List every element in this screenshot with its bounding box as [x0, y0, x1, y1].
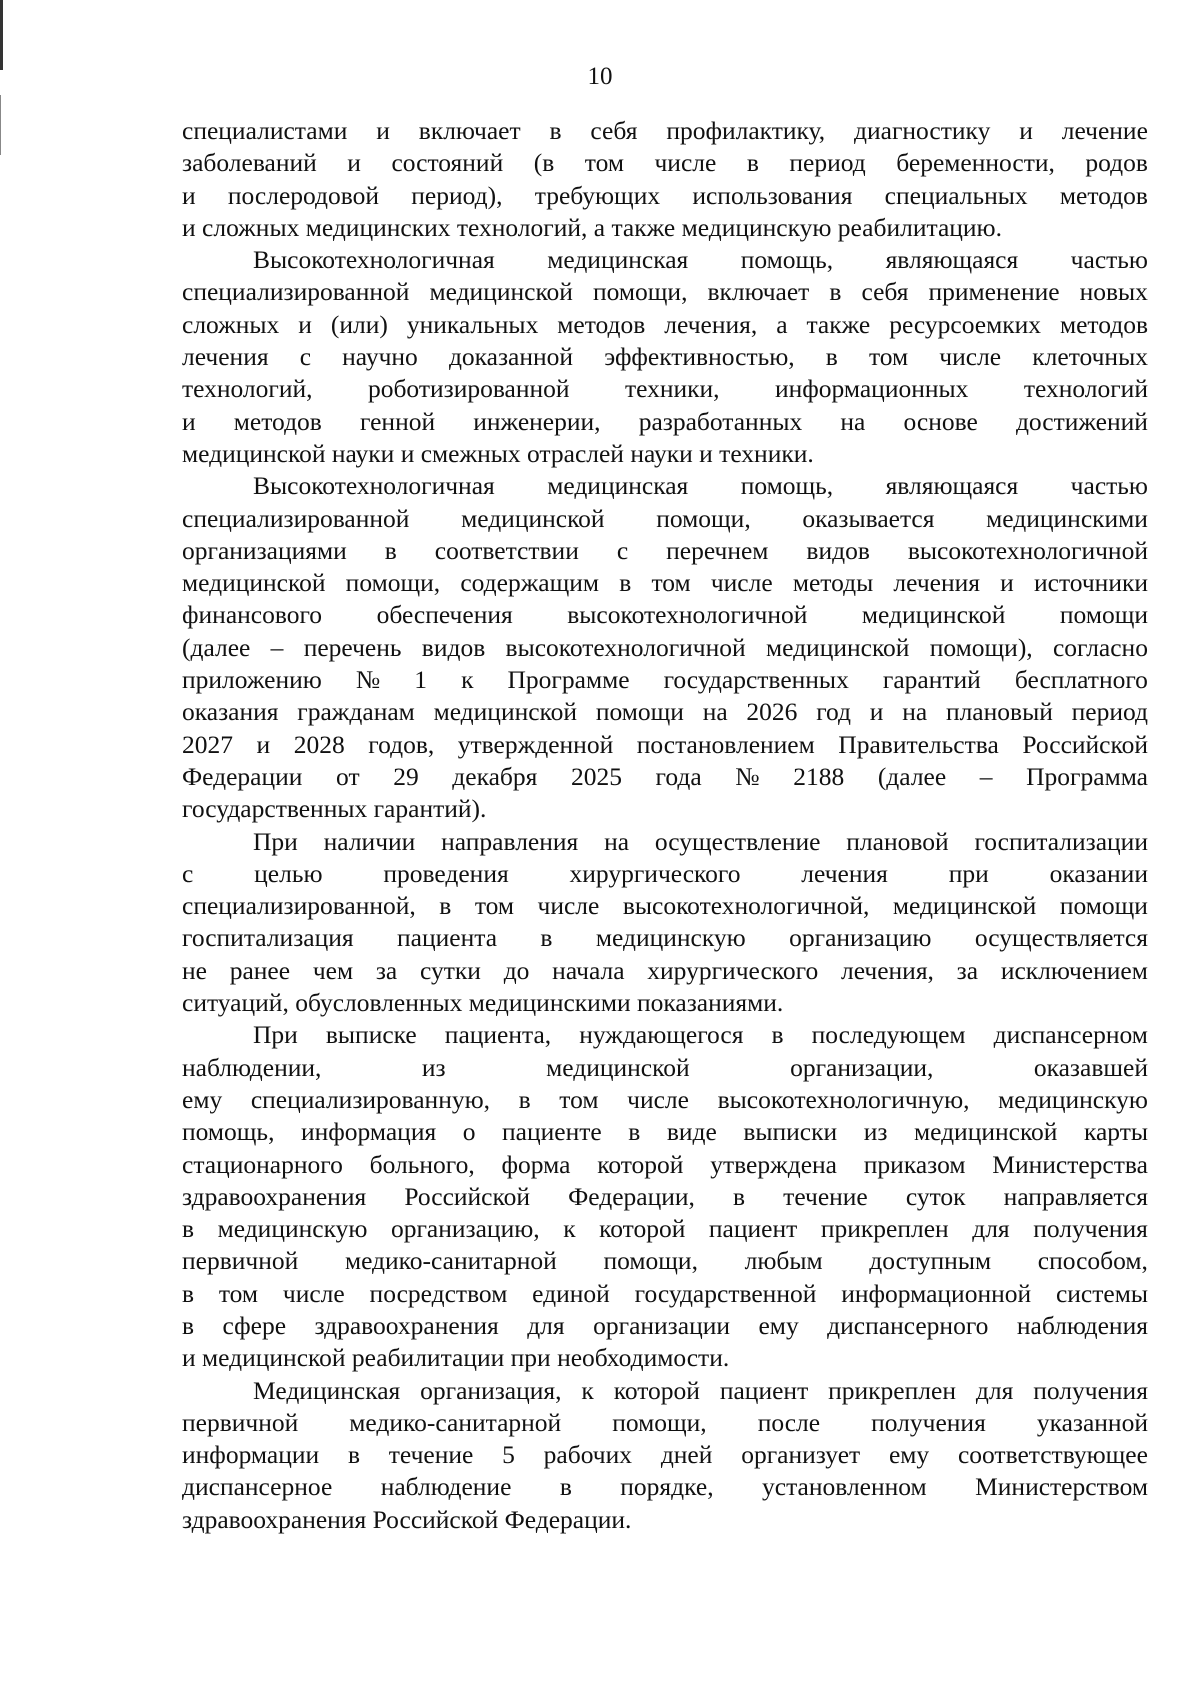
text-line: Высокотехнологичная медицинская помощь, являющаяся частью [253, 471, 1148, 501]
text-line: При выписке пациента, нуждающегося в последующем диспансерном [253, 1020, 1148, 1050]
text-line: не ранее чем за сутки до начала хирургического лечения, за исключением [182, 955, 1148, 985]
text-line: и методов генной инженерии, разработанных на основе достижений [182, 406, 1148, 436]
text-line: (далее – перечень видов высокотехнологичной медицинской помощи), согласно [182, 632, 1148, 662]
text-line: и сложных медицинских технологий, а также медицинскую реабилитацию. [182, 212, 1002, 242]
paragraph [182, 1019, 1148, 1374]
scan-edge-mark [0, 0, 3, 70]
text-line: приложению № 1 к Программе государственных гарантий бесплатного [182, 665, 1148, 695]
document-body [182, 115, 1148, 1536]
text-line: заболеваний и состояний (в том числе в период беременности, родов [182, 148, 1148, 178]
text-line: с целью проведения хирургического лечения при оказании [182, 858, 1148, 888]
text-line: в медицинскую организацию, к которой пациент прикреплен для получения [182, 1214, 1148, 1244]
paragraph [182, 470, 1148, 825]
text-line: и медицинской реабилитации при необходимости. [182, 1343, 730, 1373]
text-line: ему специализированную, в том числе высокотехнологичную, медицинскую [182, 1084, 1148, 1114]
paragraph [182, 115, 1148, 244]
text-line: и послеродовой период), требующих использования специальных методов [182, 180, 1148, 210]
text-line: специализированной медицинской помощи, включает в себя применение новых [182, 277, 1148, 307]
text-line: ситуаций, обусловленных медицинскими показаниями. [182, 988, 784, 1018]
paragraph [182, 826, 1148, 1020]
text-line: здравоохранения Российской Федерации. [182, 1504, 632, 1534]
text-line: финансового обеспечения высокотехнологичной медицинской помощи [182, 600, 1148, 630]
text-line: первичной медико-санитарной помощи, любым доступным способом, [182, 1246, 1148, 1276]
page-number: 10 [587, 63, 613, 90]
text-line: специализированной медицинской помощи, оказывается медицинскими [182, 503, 1148, 533]
text-line: Федерации от 29 декабря 2025 года № 2188 (далее – Программа [182, 761, 1148, 791]
text-line: госпитализация пациента в медицинскую организацию осуществляется [182, 923, 1148, 953]
text-line: Медицинская организация, к которой пациент прикреплен для получения [253, 1375, 1148, 1405]
text-line: медицинской науки и смежных отраслей науки и техники. [182, 438, 814, 468]
text-line: первичной медико-санитарной помощи, после получения указанной [182, 1407, 1148, 1437]
text-line: в том числе посредством единой государственной информационной системы [182, 1278, 1148, 1308]
text-line: лечения с научно доказанной эффективностью, в том числе клеточных [182, 342, 1148, 372]
text-line: диспансерное наблюдение в порядке, установленном Министерством [182, 1472, 1148, 1502]
text-line: здравоохранения Российской Федерации, в течение суток направляется [182, 1181, 1148, 1211]
text-line: медицинской помощи, содержащим в том числе методы лечения и источники [182, 568, 1148, 598]
paragraph [182, 244, 1148, 470]
text-line: помощь, информация о пациенте в виде выписки из медицинской карты [182, 1117, 1148, 1147]
text-line: в сфере здравоохранения для организации ему диспансерного наблюдения [182, 1310, 1148, 1340]
text-line: специалистами и включает в себя профилактику, диагностику и лечение [182, 116, 1148, 145]
text-line: наблюдении, из медицинской организации, оказавшей [182, 1052, 1148, 1082]
text-line: государственных гарантий). [182, 794, 487, 824]
text-line: При наличии направления на осуществление плановой госпитализации [253, 826, 1148, 856]
text-line: сложных и (или) уникальных методов лечения, а также ресурсоемких методов [182, 309, 1148, 339]
text-line: оказания гражданам медицинской помощи на 2026 год и на плановый период [182, 697, 1148, 727]
text-line: 2027 и 2028 годов, утвержденной постановлением Правительства Российской [182, 729, 1148, 759]
text-line: специализированной, в том числе высокотехнологичной, медицинской помощи [182, 891, 1148, 921]
paragraph [182, 1375, 1148, 1536]
text-line: Высокотехнологичная медицинская помощь, являющаяся частью [253, 245, 1148, 275]
text-line: организациями в соответствии с перечнем видов высокотехнологичной [182, 535, 1148, 565]
scan-edge-mark [0, 95, 1, 155]
text-line: информации в течение 5 рабочих дней организует ему соответствующее [182, 1440, 1148, 1470]
text-line: стационарного больного, форма которой утверждена приказом Министерства [182, 1149, 1148, 1179]
text-line: технологий, роботизированной техники, информационных технологий [182, 374, 1148, 404]
